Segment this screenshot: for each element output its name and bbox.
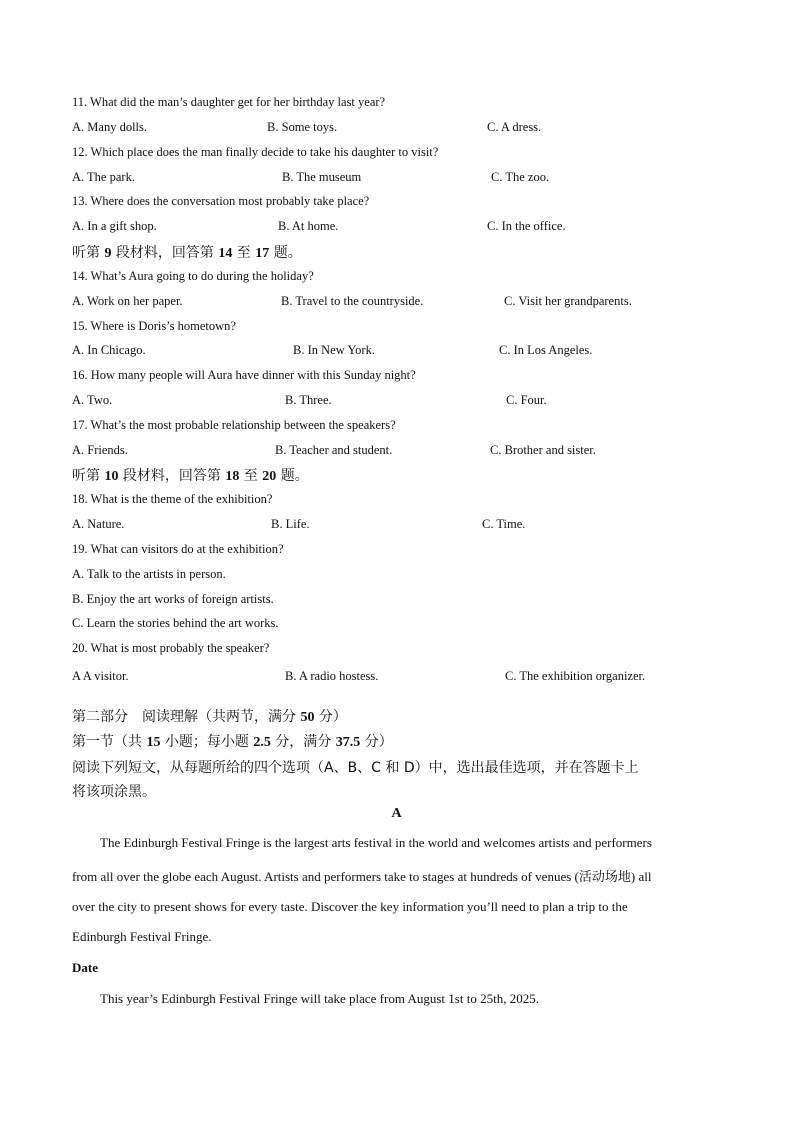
q12-option-a: A. The park. xyxy=(72,170,135,184)
q17-option-a: A. Friends. xyxy=(72,443,128,457)
question-18: 18. What is the theme of the exhibition? xyxy=(72,492,273,506)
q11-option-c: C. A dress. xyxy=(487,120,542,134)
q12-option-b: B. The museum xyxy=(282,170,362,184)
q18-option-a: A. Nature. xyxy=(72,517,125,531)
date-heading: Date xyxy=(72,960,98,975)
q15-option-c: C. In Los Angeles. xyxy=(499,343,593,357)
q19-option-b: B. Enjoy the art works of foreign artists. xyxy=(72,592,274,606)
q14-option-a: A. Work on her paper. xyxy=(72,294,183,308)
part-2-heading: 第二部分 阅读理解（共两节，满分 50 分） xyxy=(72,709,347,725)
reading-instruction-line-1: 阅读下列短文，从每题所给的四个选项（A、B、C 和 D）中，选出最佳选项，并在答题卡上 xyxy=(72,760,639,776)
q16-option-b: B. Three. xyxy=(285,393,332,407)
q19-option-c: C. Learn the stories behind the art works. xyxy=(72,616,279,630)
question-16: 16. How many people will Aura have dinner with this Sunday night? xyxy=(72,368,416,382)
reading-instruction-line-2: 将该项涂黑。 xyxy=(72,784,156,800)
q16-option-a: A. Two. xyxy=(72,393,113,407)
q18-option-b: B. Life. xyxy=(271,517,310,531)
question-20: 20. What is most probably the speaker? xyxy=(72,641,270,655)
q11-option-a: A. Many dolls. xyxy=(72,120,147,134)
question-12: 12. Which place does the man finally decide to take his daughter to visit? xyxy=(72,145,439,159)
q14-option-b: B. Travel to the countryside. xyxy=(281,294,424,308)
q13-option-a: A. In a gift shop. xyxy=(72,219,157,233)
q20-option-a: A A visitor. xyxy=(72,669,129,683)
passage-paragraph-1-line-1: The Edinburgh Festival Fringe is the largest arts festival in the world and welcomes artists and performers xyxy=(100,835,652,850)
q13-option-b: B. At home. xyxy=(278,219,339,233)
section-9-instruction: 听第 9 段材料，回答第 14 至 17 题。 xyxy=(72,245,302,261)
q11-option-b: B. Some toys. xyxy=(267,120,338,134)
question-14: 14. What’s Aura going to do during the holiday? xyxy=(72,269,314,283)
q20-option-c: C. The exhibition organizer. xyxy=(505,669,646,683)
q19-option-a: A. Talk to the artists in person. xyxy=(72,567,226,581)
question-17: 17. What’s the most probable relationship between the speakers? xyxy=(72,418,396,432)
section-1-heading: 第一节（共 15 小题；每小题 2.5 分，满分 37.5 分） xyxy=(72,734,393,750)
q15-option-b: B. In New York. xyxy=(293,343,375,357)
passage-paragraph-1-line-2: from all over the globe each August. Artists and performers take to stages at hundreds of venues (活动场地) all xyxy=(72,869,652,884)
q20-option-b: B. A radio hostess. xyxy=(285,669,379,683)
section-10-instruction: 听第 10 段材料，回答第 18 至 20 题。 xyxy=(72,468,309,484)
question-15: 15. Where is Doris’s hometown? xyxy=(72,319,236,333)
q17-option-b: B. Teacher and student. xyxy=(275,443,393,457)
q17-option-c: C. Brother and sister. xyxy=(490,443,596,457)
passage-paragraph-1-line-3: over the city to present shows for every taste. Discover the key information you’ll need to plan a trip to the xyxy=(72,899,628,914)
question-19: 19. What can visitors do at the exhibition? xyxy=(72,542,284,556)
question-13: 13. Where does the conversation most probably take place? xyxy=(72,194,370,208)
q18-option-c: C. Time. xyxy=(482,517,526,531)
q16-option-c: C. Four. xyxy=(506,393,547,407)
passage-paragraph-2: This year’s Edinburgh Festival Fringe will take place from August 1st to 25th, 2025. xyxy=(100,991,539,1006)
q12-option-c: C. The zoo. xyxy=(491,170,550,184)
q14-option-c: C. Visit her grandparents. xyxy=(504,294,632,308)
passage-title: A xyxy=(391,806,402,821)
passage-paragraph-1-line-4: Edinburgh Festival Fringe. xyxy=(72,929,212,944)
question-11: 11. What did the man’s daughter get for her birthday last year? xyxy=(72,95,386,109)
q13-option-c: C. In the office. xyxy=(487,219,566,233)
q15-option-a: A. In Chicago. xyxy=(72,343,146,357)
